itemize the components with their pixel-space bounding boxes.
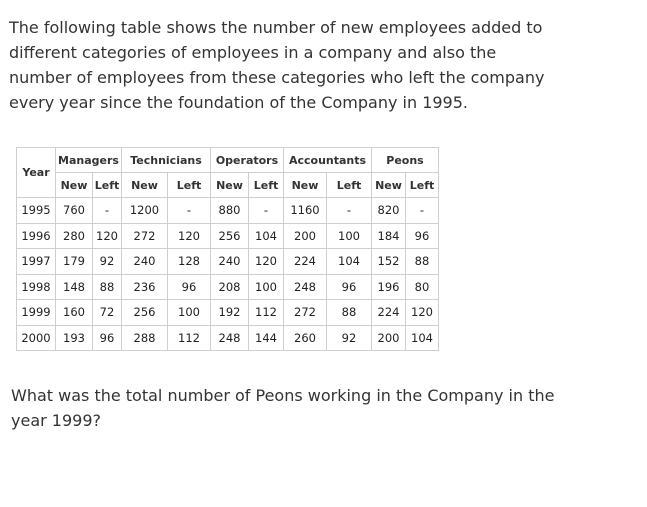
table-cell: 120: [249, 249, 284, 275]
subheader-left: Left: [249, 173, 284, 198]
category-header-peons: Peons: [372, 148, 439, 173]
table-cell: 160: [56, 300, 93, 326]
table-cell: -: [327, 198, 372, 224]
table-cell: 104: [249, 223, 284, 249]
table-cell: 240: [122, 249, 168, 275]
table-cell: 200: [372, 325, 406, 351]
table-cell: 88: [406, 249, 439, 275]
table-row: [17, 249, 439, 275]
table-cell: 144: [249, 325, 284, 351]
table-cell: 104: [327, 249, 372, 275]
table-cell: -: [93, 198, 122, 224]
intro-line: The following table shows the number of new employees added to: [9, 18, 543, 37]
table-cell: 96: [406, 223, 439, 249]
employees-table: [16, 147, 439, 351]
table-cell: 112: [249, 300, 284, 326]
subheader-new: New: [372, 173, 406, 198]
category-header-operators: Operators: [211, 148, 284, 173]
table-cell: 193: [56, 325, 93, 351]
question-text: [11, 383, 631, 433]
table-cell: 88: [93, 274, 122, 300]
table-row: [17, 198, 439, 224]
subheader-new: New: [284, 173, 327, 198]
table-body: [17, 198, 439, 351]
table-cell: 112: [168, 325, 211, 351]
table-row: [17, 325, 439, 351]
table-cell: 224: [284, 249, 327, 275]
year-cell: 2000: [17, 325, 56, 351]
table-cell: -: [249, 198, 284, 224]
year-cell: 1997: [17, 249, 56, 275]
table-subheader-row: [17, 173, 439, 198]
table-cell: 260: [284, 325, 327, 351]
table-cell: 880: [211, 198, 249, 224]
table-cell: 248: [284, 274, 327, 300]
year-cell: 1999: [17, 300, 56, 326]
table-cell: 256: [122, 300, 168, 326]
table-row: [17, 274, 439, 300]
subheader-new: New: [122, 173, 168, 198]
question-line: year 1999?: [11, 411, 101, 430]
table-cell: 92: [327, 325, 372, 351]
table-cell: 100: [249, 274, 284, 300]
table-cell: 248: [211, 325, 249, 351]
table-cell: 272: [284, 300, 327, 326]
table-cell: 272: [122, 223, 168, 249]
table-cell: 72: [93, 300, 122, 326]
intro-line: different categories of employees in a company and also the: [9, 43, 497, 62]
table-cell: 196: [372, 274, 406, 300]
table-cell: 96: [327, 274, 372, 300]
subheader-left: Left: [406, 173, 439, 198]
table-cell: 208: [211, 274, 249, 300]
table-cell: -: [168, 198, 211, 224]
table-cell: 80: [406, 274, 439, 300]
table-row: [17, 223, 439, 249]
table-cell: 184: [372, 223, 406, 249]
intro-line: every year since the foundation of the Company in 1995.: [9, 93, 468, 112]
year-header: Year: [17, 148, 56, 198]
year-cell: 1996: [17, 223, 56, 249]
table-cell: 288: [122, 325, 168, 351]
table-cell: 120: [168, 223, 211, 249]
table-cell: 240: [211, 249, 249, 275]
table-cell: 236: [122, 274, 168, 300]
table-cell: 96: [93, 325, 122, 351]
table-cell: 200: [284, 223, 327, 249]
table-cell: 256: [211, 223, 249, 249]
intro-paragraph: [9, 15, 639, 115]
subheader-left: Left: [327, 173, 372, 198]
table-cell: 120: [406, 300, 439, 326]
table-cell: 88: [327, 300, 372, 326]
table-cell: 100: [327, 223, 372, 249]
year-cell: 1998: [17, 274, 56, 300]
question-line: What was the total number of Peons working in the Company in the: [11, 386, 555, 405]
table-cell: 760: [56, 198, 93, 224]
table-cell: 152: [372, 249, 406, 275]
table-cell: 1200: [122, 198, 168, 224]
table-cell: 192: [211, 300, 249, 326]
table-cell: 1160: [284, 198, 327, 224]
table-row: [17, 300, 439, 326]
table-cell: -: [406, 198, 439, 224]
table-cell: 100: [168, 300, 211, 326]
category-header-managers: Managers: [56, 148, 122, 173]
subheader-left: Left: [93, 173, 122, 198]
table-cell: 104: [406, 325, 439, 351]
subheader-left: Left: [168, 173, 211, 198]
table-header-row: [17, 148, 439, 173]
table-cell: 96: [168, 274, 211, 300]
year-cell: 1995: [17, 198, 56, 224]
table-cell: 820: [372, 198, 406, 224]
table-cell: 224: [372, 300, 406, 326]
intro-line: number of employees from these categories who left the company: [9, 68, 545, 87]
table-cell: 179: [56, 249, 93, 275]
table-cell: 128: [168, 249, 211, 275]
table-cell: 148: [56, 274, 93, 300]
subheader-new: New: [56, 173, 93, 198]
category-header-technicians: Technicians: [122, 148, 211, 173]
table-cell: 92: [93, 249, 122, 275]
category-header-accountants: Accountants: [284, 148, 372, 173]
table-cell: 120: [93, 223, 122, 249]
subheader-new: New: [211, 173, 249, 198]
table-cell: 280: [56, 223, 93, 249]
